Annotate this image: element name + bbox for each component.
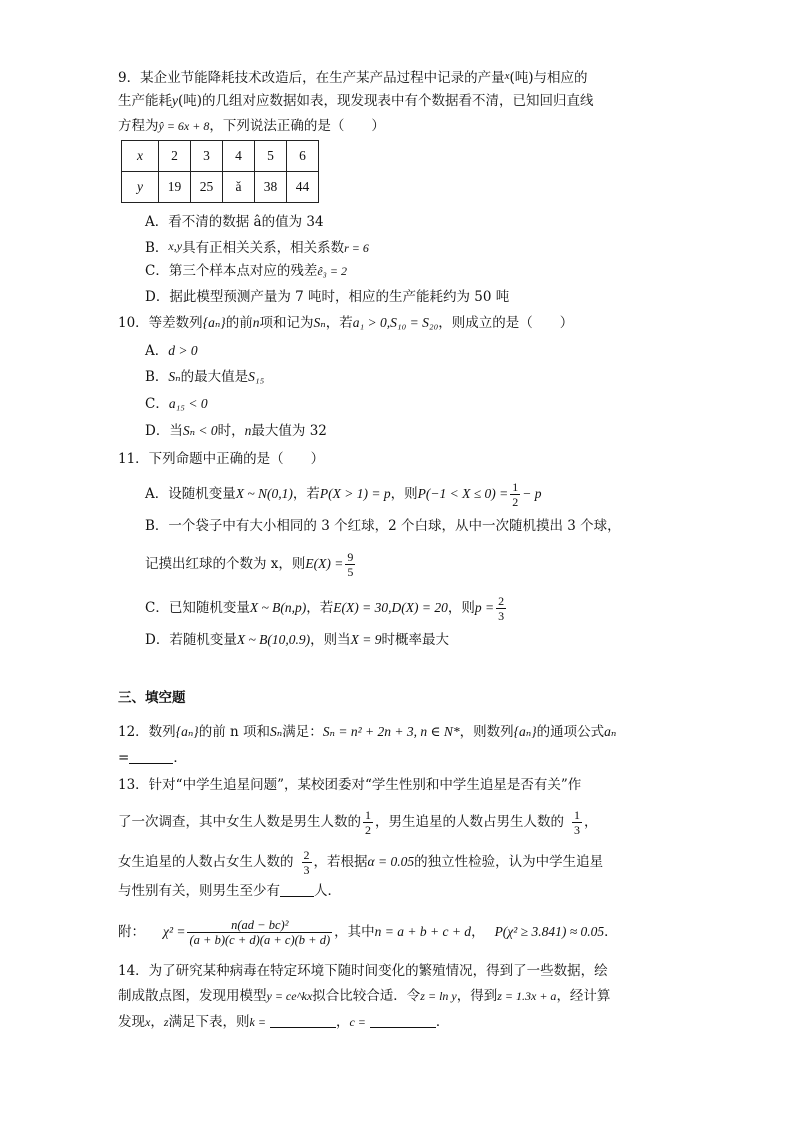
q10-option-c	[145, 394, 208, 414]
fraction-numerator: n(ad − bc)²	[187, 918, 332, 933]
answer-blank[interactable]	[280, 896, 314, 897]
fraction-numerator: 2	[303, 848, 310, 862]
q10-condition: a₁ > 0,S₁₀ = S₂₀	[352, 315, 439, 330]
q14-linear: z = 1.3x + a	[497, 989, 557, 1003]
table-cell: 5	[255, 141, 287, 172]
q12-stem-line1	[118, 722, 616, 742]
q13-text: 与性别有关，则男生至少有	[118, 883, 280, 899]
answer-blank[interactable]	[129, 763, 173, 764]
table-header-y: y	[122, 172, 159, 203]
table-row-y	[122, 172, 319, 203]
q10-option-a	[145, 341, 198, 361]
q14-k: k =	[249, 1015, 266, 1029]
q13-text: ，	[584, 814, 598, 830]
note-math: P(χ² ≥ 3.841) ≈ 0.05	[494, 924, 605, 939]
q14-c: c =	[349, 1015, 366, 1029]
fraction-numerator: 1	[365, 808, 371, 822]
q12-text: ，则数列	[459, 724, 514, 740]
q12-an: aₙ	[604, 724, 617, 739]
q9-option-b	[145, 236, 369, 258]
q14-z: z	[163, 1015, 169, 1029]
answer-blank-k[interactable]	[270, 1027, 336, 1028]
q13-alpha: α = 0.05	[367, 854, 415, 869]
fraction	[345, 550, 355, 579]
q12-text: 的前 n 项和	[198, 724, 270, 740]
option-math: a₁₅ < 0	[168, 396, 208, 411]
q9-var-y: y	[172, 93, 178, 108]
note-text: ，其中	[334, 924, 375, 940]
q10-n: n	[252, 315, 260, 330]
fraction-denominator: 3	[498, 609, 505, 623]
q12-stem-line2	[118, 748, 187, 768]
fraction	[496, 594, 506, 623]
q10-stem	[118, 313, 573, 333]
table-row-x	[122, 141, 319, 172]
table-cell: 25	[191, 172, 223, 203]
q9-option-d: D．据此模型预测产量为 7 吨时，相应的生产能耗约为 50 吨	[145, 289, 510, 305]
option-label: B．	[145, 369, 169, 385]
q14-text: ，	[150, 1014, 164, 1030]
q9-regression-eq: ŷ = 6x + 8	[158, 119, 210, 133]
q14-text: 拟合比较合适．令	[312, 988, 421, 1004]
q10-Sn: Sₙ	[313, 315, 326, 330]
chi-square-symbol: χ² =	[163, 924, 186, 939]
q11-stem: 11．下列命题中正确的是（ ）	[118, 451, 325, 467]
table-cell: 4	[223, 141, 255, 172]
q11-option-b-line1: B．一个袋子中有大小相同的 3 个红球，2 个白球，从中一次随机摸出 3 个球，	[145, 518, 621, 534]
fraction-denominator: 2	[365, 823, 371, 837]
q14-text: ，经计算	[556, 988, 611, 1004]
option-text: A．设随机变量	[145, 486, 236, 502]
fraction-numerator: 9	[347, 550, 354, 564]
q14-text: 满足下表，则	[168, 1014, 250, 1030]
table-cell: 19	[159, 172, 191, 203]
q14-text: 制成散点图，发现用模型	[118, 988, 267, 1004]
q14-text: ，得到	[456, 988, 498, 1004]
option-text: 的最大值是	[180, 369, 249, 385]
table-cell: 3	[191, 141, 223, 172]
option-text: 时，	[217, 423, 245, 439]
option-math: − p	[522, 486, 542, 501]
q13-text: 了一次调查，其中女生人数是男生人数的	[118, 814, 361, 830]
q11-option-d	[145, 630, 449, 650]
fraction-numerator: 1	[512, 480, 519, 494]
fraction	[363, 808, 373, 837]
fraction-numerator: 1	[574, 808, 580, 822]
answer-blank-c[interactable]	[370, 1027, 436, 1028]
option-math: E(X) =	[305, 556, 344, 571]
q14-text: 发现	[118, 1014, 145, 1030]
q9-option-c	[145, 261, 347, 281]
q9-option-a: A．看不清的数据 â的值为 34	[145, 214, 324, 230]
table-cell: 38	[255, 172, 287, 203]
table-cell: ǎ	[223, 172, 255, 203]
q9-stem-line3	[118, 116, 385, 136]
option-math: S₁₅	[248, 369, 265, 384]
fraction-denominator: 2	[512, 495, 519, 509]
q12-seq: {aₙ}	[175, 724, 199, 739]
option-math: P(−1 < X ≤ 0) =	[417, 486, 509, 501]
fraction	[302, 848, 312, 877]
q14-model: y = ce^kx	[266, 989, 313, 1003]
q13-text: ，男生追星的人数占男生人数的	[375, 814, 564, 830]
q12-text: 的通项公式	[536, 724, 605, 740]
q10-text: 项和记为	[259, 315, 314, 331]
q14-stem-line2	[118, 986, 610, 1006]
option-text: ，则	[447, 600, 475, 616]
option-math: d > 0	[168, 343, 198, 358]
option-text: 时概率最大	[381, 632, 449, 648]
option-text: ，则	[390, 486, 418, 502]
q9-stem-line1	[118, 66, 588, 88]
option-math: X = 9	[350, 632, 382, 647]
q9-vars: x,y	[168, 239, 183, 253]
q12-equals: =	[118, 750, 130, 766]
option-text: C．已知随机变量	[145, 600, 250, 616]
q13-text: 的独立性检验，认为中学生追星	[414, 854, 604, 870]
fraction-denominator: 5	[347, 565, 354, 579]
note-math: n = a + b + c + d	[374, 924, 472, 939]
q10-text: 的前	[225, 315, 253, 331]
option-text: 具有正相关关系，相关系数	[182, 240, 345, 256]
option-math: X ~ B(n,p)	[249, 600, 307, 615]
option-math: X ~ B(10,0.9)	[236, 632, 311, 647]
q9-text: ，下列说法正确的是（ ）	[209, 118, 385, 134]
note-label: 附：	[118, 924, 145, 940]
q11-option-a	[145, 480, 542, 509]
q10-option-b	[145, 367, 264, 387]
option-label: B．	[145, 240, 169, 256]
fraction-denominator: 3	[574, 823, 580, 837]
q10-text: ，若	[325, 315, 353, 331]
q10-seq: {aₙ}	[202, 315, 226, 330]
table-cell: 44	[287, 172, 319, 203]
q13-note	[118, 918, 618, 947]
q13-text: 人．	[314, 883, 341, 899]
note-text: ．	[604, 924, 618, 940]
q9-text-tail: (吨)与相应的	[509, 70, 588, 86]
option-text: 记摸出红球的个数为 x，则	[145, 556, 306, 572]
q9-text: 生产能耗	[118, 93, 172, 109]
chi-square-fraction	[187, 918, 332, 947]
table-header-x: x	[122, 141, 159, 172]
q12-text: ．	[173, 750, 187, 766]
q13-stem-line2	[118, 808, 598, 837]
fraction-denominator: 3	[303, 863, 310, 877]
table-cell: 2	[159, 141, 191, 172]
q12-seq: {aₙ}	[513, 724, 537, 739]
q12-text: 12．数列	[118, 724, 176, 740]
q14-stem-line3	[118, 1012, 449, 1032]
option-math: Sₙ	[168, 369, 181, 384]
q9-text: 方程为	[118, 118, 159, 134]
q10-text: ，则成立的是（ ）	[438, 315, 574, 331]
q14-transform: z = ln y	[420, 989, 457, 1003]
option-text: 最大值为 32	[251, 423, 327, 439]
option-label: A．	[145, 343, 169, 359]
option-label: C．	[145, 396, 169, 412]
q9-text: (吨)的几组对应数据如表，现发现表中有个数据看不清，已知回归直线	[178, 93, 594, 109]
option-math: X ~ N(0,1)	[235, 486, 293, 501]
q11-option-c	[145, 594, 508, 623]
section-title: 三、填空题	[118, 690, 186, 706]
option-math: P(X > 1) = p	[319, 486, 391, 501]
q9-text: 9．某企业节能降耗技术改造后，在生产某产品过程中记录的产量	[118, 70, 505, 86]
q14-stem-line1: 14．为了研究某种病毒在特定环境下随时间变化的繁殖情况，得到了一些数据，绘	[118, 963, 608, 979]
note-text: ，	[471, 924, 485, 940]
option-math: n	[244, 423, 252, 438]
q11-option-b-line2	[145, 550, 357, 579]
q10-option-d	[145, 421, 327, 441]
q13-stem-line4	[118, 881, 341, 901]
q9-residual-eq: ê₃ = 2	[317, 264, 347, 278]
q13-stem-line1: 13．针对“中学生追星问题”，某校团委对“学生性别和中学生追星是否有关”作	[118, 777, 582, 793]
q9-data-table	[121, 140, 319, 203]
option-math: p =	[474, 600, 495, 615]
q13-text: 女生追星的人数占女生人数的	[118, 854, 294, 870]
q13-stem-line3	[118, 848, 603, 877]
q12-text: 满足：	[282, 724, 323, 740]
fraction	[510, 480, 520, 509]
table-cell: 6	[287, 141, 319, 172]
q10-text: 10．等差数列	[118, 315, 203, 331]
option-text: D．若随机变量	[145, 632, 237, 648]
fraction	[572, 808, 582, 837]
q12-equation: Sₙ = n² + 2n + 3, n ∈ N*	[322, 724, 460, 739]
q14-text: ．	[435, 1014, 450, 1030]
option-math: E(X) = 30,D(X) = 20	[333, 600, 448, 615]
q14-x: x	[145, 1015, 151, 1029]
option-text: D．当	[145, 423, 183, 439]
option-math: Sₙ < 0	[182, 423, 218, 438]
option-text: ，则当	[310, 632, 351, 648]
fraction-denominator: (a + b)(c + d)(a + c)(b + d)	[189, 933, 331, 947]
q9-corr-eq: r = 6	[344, 241, 369, 255]
q12-Sn: Sₙ	[270, 724, 283, 739]
fraction-numerator: 2	[498, 594, 505, 608]
option-text: C．第三个样本点对应的残差	[145, 263, 318, 279]
q9-var-x: x	[504, 70, 510, 82]
q14-text: ，	[335, 1014, 350, 1030]
option-text: ，若	[306, 600, 334, 616]
option-text: ，若	[292, 486, 320, 502]
q13-text: ，若根据	[313, 854, 368, 870]
q9-stem-line2	[118, 91, 594, 111]
